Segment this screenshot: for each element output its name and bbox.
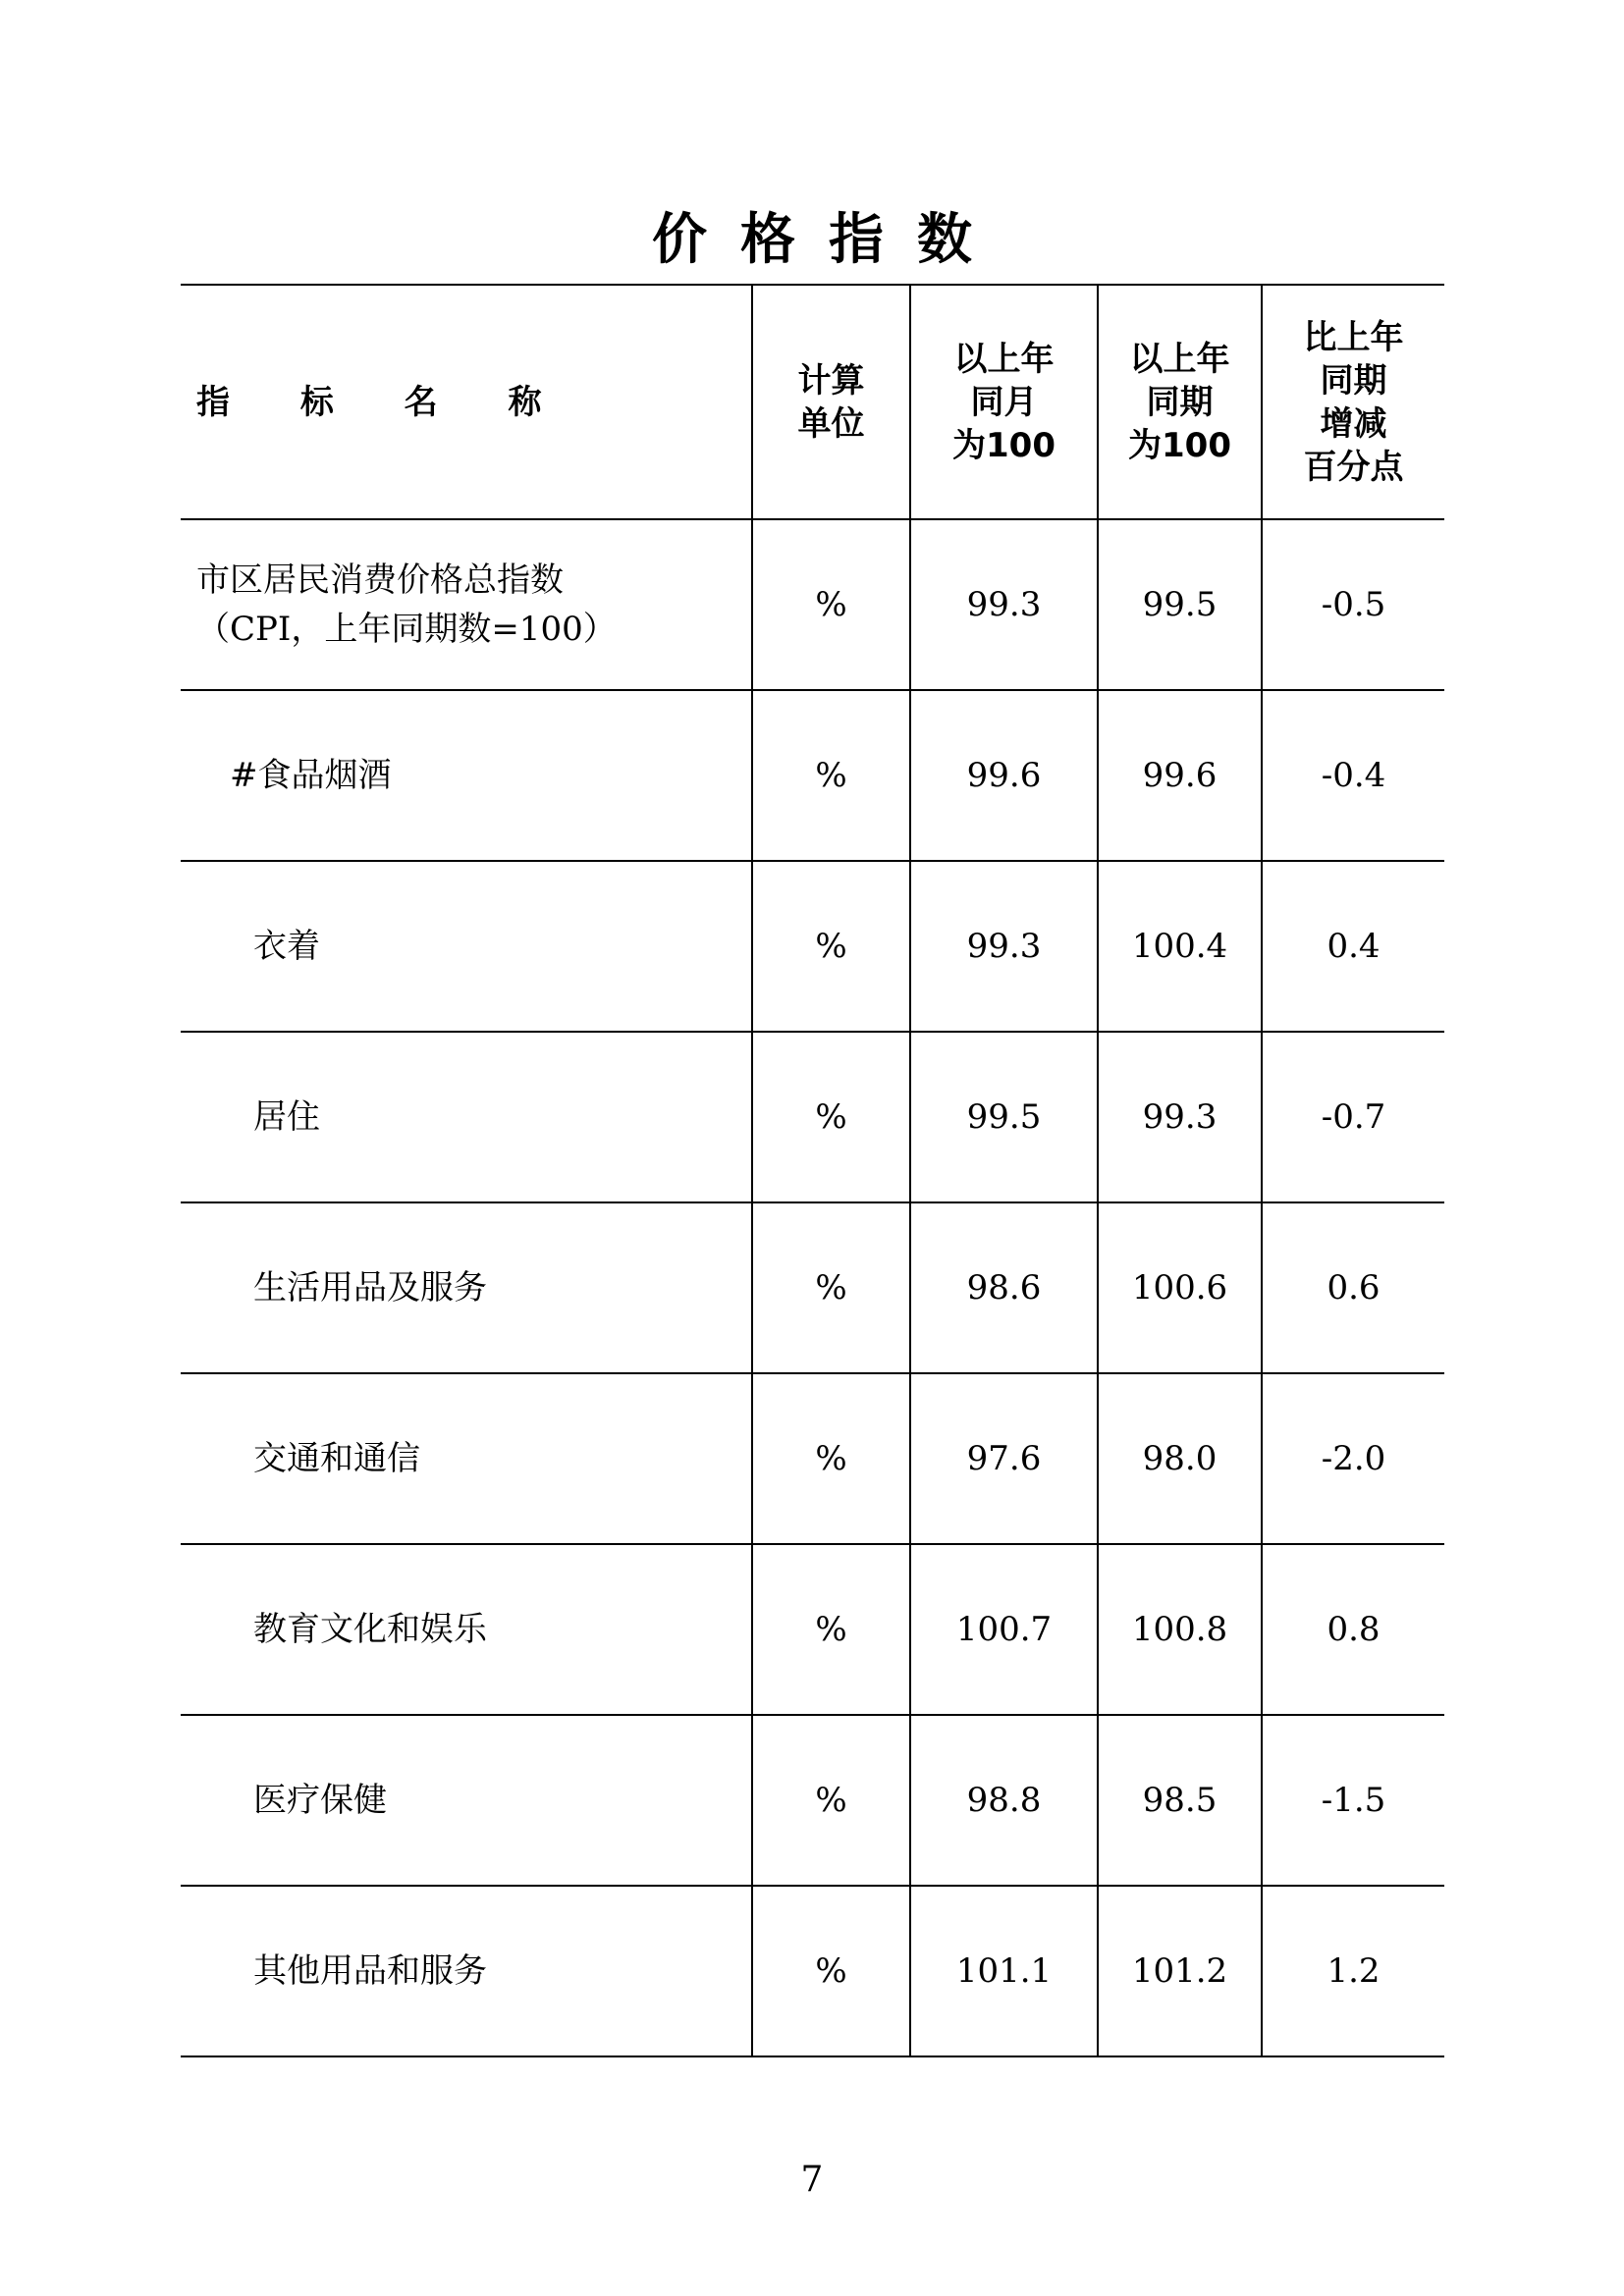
row-same-period: 99.5: [1098, 519, 1262, 690]
table-row: [181, 1886, 1444, 2056]
row-unit: %: [752, 1544, 910, 1715]
header-change-line: 比上年: [1303, 317, 1404, 357]
table-row: [181, 519, 1444, 690]
row-same-month: 99.6: [910, 690, 1098, 861]
row-name: 教育文化和娱乐: [181, 1544, 752, 1715]
row-same-month: 101.1: [910, 1886, 1098, 2056]
row-same-month: 99.3: [910, 519, 1098, 690]
header-same-month: [910, 285, 1098, 519]
row-unit: %: [752, 519, 910, 690]
table-row: [181, 1544, 1444, 1715]
row-change: -2.0: [1262, 1373, 1444, 1544]
row-name: 衣着: [181, 861, 752, 1032]
header-same-month-line: 以上年: [953, 339, 1055, 379]
page-title: 价格指数: [652, 208, 1005, 272]
header-change-points: [1262, 285, 1444, 519]
row-unit: %: [752, 1373, 910, 1544]
header-same-month-line: 同月: [970, 382, 1038, 422]
table-header-row: [181, 285, 1444, 519]
row-same-month: 98.8: [910, 1715, 1098, 1886]
row-change: -0.5: [1262, 519, 1444, 690]
row-same-month: 98.6: [910, 1202, 1098, 1373]
row-change: 1.2: [1262, 1886, 1444, 2056]
row-change: 0.6: [1262, 1202, 1444, 1373]
header-same-period-line: 以上年: [1129, 339, 1230, 379]
row-name: 医疗保健: [181, 1715, 752, 1886]
header-same-month-line: 为100: [952, 425, 1056, 465]
row-unit: %: [752, 1202, 910, 1373]
row-name: 居住: [181, 1032, 752, 1202]
row-change: 0.4: [1262, 861, 1444, 1032]
row-name: 交通和通信: [181, 1373, 752, 1544]
row-name: #食品烟酒: [181, 690, 752, 861]
row-same-period: 98.5: [1098, 1715, 1262, 1886]
row-name: [181, 519, 752, 690]
row-unit: %: [752, 1032, 910, 1202]
row-change: 0.8: [1262, 1544, 1444, 1715]
row-same-month: 97.6: [910, 1373, 1098, 1544]
row-same-period: 101.2: [1098, 1886, 1262, 2056]
header-same-period-line: 同期: [1146, 382, 1214, 422]
row-same-period: 99.6: [1098, 690, 1262, 861]
row-name-main: 市区居民消费价格总指数: [196, 561, 564, 600]
row-same-month: 99.5: [910, 1032, 1098, 1202]
row-same-period: 100.6: [1098, 1202, 1262, 1373]
table-row: [181, 1715, 1444, 1886]
row-unit: %: [752, 1715, 910, 1886]
row-same-period: 100.4: [1098, 861, 1262, 1032]
table-row: [181, 1032, 1444, 1202]
row-unit: %: [752, 861, 910, 1032]
header-change-line: 同期: [1320, 360, 1387, 400]
header-same-period-line: 为100: [1128, 425, 1231, 465]
header-unit-line: 计算: [797, 360, 865, 400]
header-change-line: 增减: [1320, 403, 1387, 444]
row-same-period: 100.8: [1098, 1544, 1262, 1715]
row-name: 其他用品和服务: [181, 1886, 752, 2056]
row-name: 生活用品及服务: [181, 1202, 752, 1373]
header-change-line: 百分点: [1303, 447, 1404, 487]
row-change: -0.4: [1262, 690, 1444, 861]
price-index-table: [181, 284, 1444, 2057]
page-number: 7: [800, 2160, 824, 2200]
header-unit-line: 单位: [797, 403, 865, 444]
row-change: -0.7: [1262, 1032, 1444, 1202]
row-same-month: 100.7: [910, 1544, 1098, 1715]
row-same-period: 98.0: [1098, 1373, 1262, 1544]
table-row: [181, 1373, 1444, 1544]
row-name-sub: （CPI，上年同期数=100）: [196, 610, 617, 649]
row-unit: %: [752, 1886, 910, 2056]
table-row: [181, 861, 1444, 1032]
table-row: [181, 690, 1444, 861]
row-same-period: 99.3: [1098, 1032, 1262, 1202]
table-row: [181, 1202, 1444, 1373]
row-change: -1.5: [1262, 1715, 1444, 1886]
header-indicator-name: 指 标 名 称: [181, 285, 752, 519]
row-unit: %: [752, 690, 910, 861]
header-unit: [752, 285, 910, 519]
row-same-month: 99.3: [910, 861, 1098, 1032]
header-same-period: [1098, 285, 1262, 519]
